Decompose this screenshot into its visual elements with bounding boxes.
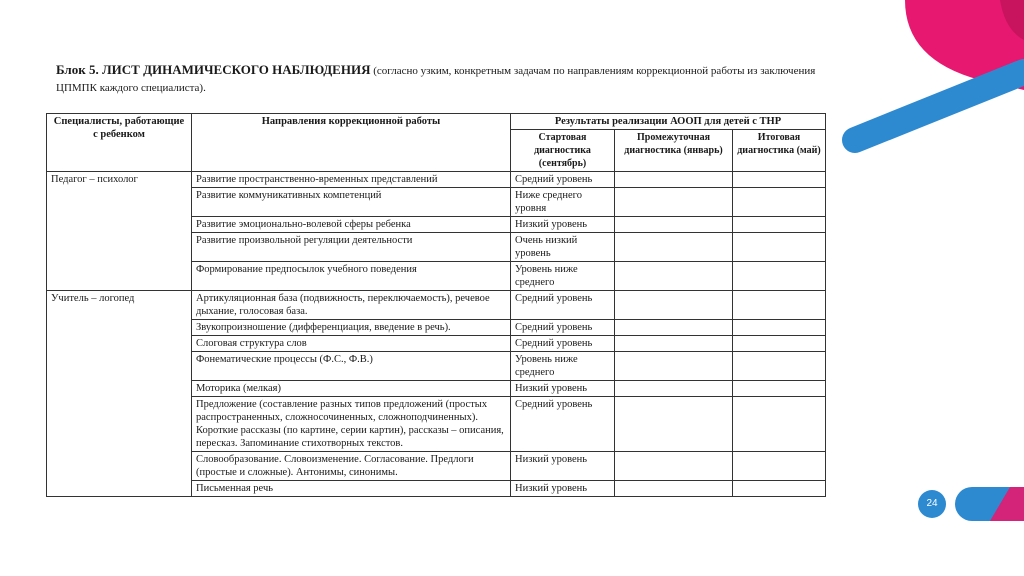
start-result-cell: Средний уровень bbox=[511, 320, 615, 336]
final-result-cell bbox=[733, 397, 826, 452]
direction-cell: Фонематические процессы (Ф.С., Ф.В.) bbox=[192, 352, 511, 381]
final-result-cell bbox=[733, 262, 826, 291]
start-result-cell: Низкий уровень bbox=[511, 481, 615, 497]
final-result-cell bbox=[733, 172, 826, 188]
start-result-cell: Низкий уровень bbox=[511, 452, 615, 481]
header-directions: Направления коррекционной работы bbox=[192, 114, 511, 172]
header-start-diagnostics: Стартовая диагностика (сентябрь) bbox=[511, 130, 615, 172]
direction-cell: Развитие пространственно-временных представлений bbox=[192, 172, 511, 188]
start-result-cell: Средний уровень bbox=[511, 291, 615, 320]
specialist-cell: Учитель – логопед bbox=[47, 291, 192, 497]
mid-result-cell bbox=[615, 381, 733, 397]
direction-cell: Развитие коммуникативных компетенций bbox=[192, 188, 511, 217]
start-result-cell: Низкий уровень bbox=[511, 217, 615, 233]
table-body bbox=[47, 172, 826, 497]
direction-cell: Развитие произвольной регуляции деятельности bbox=[192, 233, 511, 262]
mid-result-cell bbox=[615, 291, 733, 320]
mid-result-cell bbox=[615, 352, 733, 381]
mid-result-cell bbox=[615, 320, 733, 336]
mid-result-cell bbox=[615, 217, 733, 233]
start-result-cell: Очень низкий уровень bbox=[511, 233, 615, 262]
start-result-cell: Уровень ниже среднего bbox=[511, 352, 615, 381]
direction-cell: Предложение (составление разных типов предложений (простых распространенных, сложносочиненных, сложноподчиненных). Короткие рассказы (по картине, серии картин), рассказы – описания, пересказ. Запоминание стихотворных текстов. bbox=[192, 397, 511, 452]
direction-cell: Звукопроизношение (дифференциация, введение в речь). bbox=[192, 320, 511, 336]
direction-cell: Формирование предпосылок учебного поведения bbox=[192, 262, 511, 291]
header-specialists: Специалисты, работающие с ребенком bbox=[47, 114, 192, 172]
direction-cell: Письменная речь bbox=[192, 481, 511, 497]
observation-table bbox=[46, 113, 826, 497]
start-result-cell: Средний уровень bbox=[511, 336, 615, 352]
final-result-cell bbox=[733, 188, 826, 217]
table-row bbox=[47, 291, 826, 320]
final-result-cell bbox=[733, 481, 826, 497]
final-result-cell bbox=[733, 291, 826, 320]
final-result-cell bbox=[733, 233, 826, 262]
final-result-cell bbox=[733, 320, 826, 336]
direction-cell: Слоговая структура слов bbox=[192, 336, 511, 352]
mid-result-cell bbox=[615, 262, 733, 291]
mid-result-cell bbox=[615, 452, 733, 481]
heading-title: Блок 5. ЛИСТ ДИНАМИЧЕСКОГО НАБЛЮДЕНИЯ bbox=[56, 62, 371, 77]
mid-result-cell bbox=[615, 397, 733, 452]
start-result-cell: Ниже среднего уровня bbox=[511, 188, 615, 217]
mid-result-cell bbox=[615, 233, 733, 262]
direction-cell: Артикуляционная база (подвижность, переключаемость), речевое дыхание, голосовая база. bbox=[192, 291, 511, 320]
specialist-cell: Педагог – психолог bbox=[47, 172, 192, 291]
header-mid-diagnostics: Промежуточная диагностика (январь) bbox=[615, 130, 733, 172]
mid-result-cell bbox=[615, 188, 733, 217]
table-header-row bbox=[47, 114, 826, 130]
final-result-cell bbox=[733, 452, 826, 481]
table-row bbox=[47, 172, 826, 188]
final-result-cell bbox=[733, 217, 826, 233]
direction-cell: Словообразование. Словоизменение. Согласование. Предлоги (простые и сложные). Антонимы, синонимы. bbox=[192, 452, 511, 481]
document-heading bbox=[56, 62, 816, 96]
mid-result-cell bbox=[615, 336, 733, 352]
start-result-cell: Средний уровень bbox=[511, 397, 615, 452]
start-result-cell: Средний уровень bbox=[511, 172, 615, 188]
direction-cell: Моторика (мелкая) bbox=[192, 381, 511, 397]
start-result-cell: Низкий уровень bbox=[511, 381, 615, 397]
page-number-badge: 24 bbox=[918, 490, 946, 518]
header-final-diagnostics: Итоговая диагностика (май) bbox=[733, 130, 826, 172]
start-result-cell: Уровень ниже среднего bbox=[511, 262, 615, 291]
final-result-cell bbox=[733, 381, 826, 397]
mid-result-cell bbox=[615, 172, 733, 188]
header-results: Результаты реализации АООП для детей с ТНР bbox=[511, 114, 826, 130]
mid-result-cell bbox=[615, 481, 733, 497]
heading-description: (согласно узким, конкретным задачам по направлениям коррекционной работы из заключения ЦПМПК каждого специалиста). bbox=[56, 65, 816, 94]
direction-cell: Развитие эмоционально-волевой сферы ребенка bbox=[192, 217, 511, 233]
final-result-cell bbox=[733, 336, 826, 352]
final-result-cell bbox=[733, 352, 826, 381]
